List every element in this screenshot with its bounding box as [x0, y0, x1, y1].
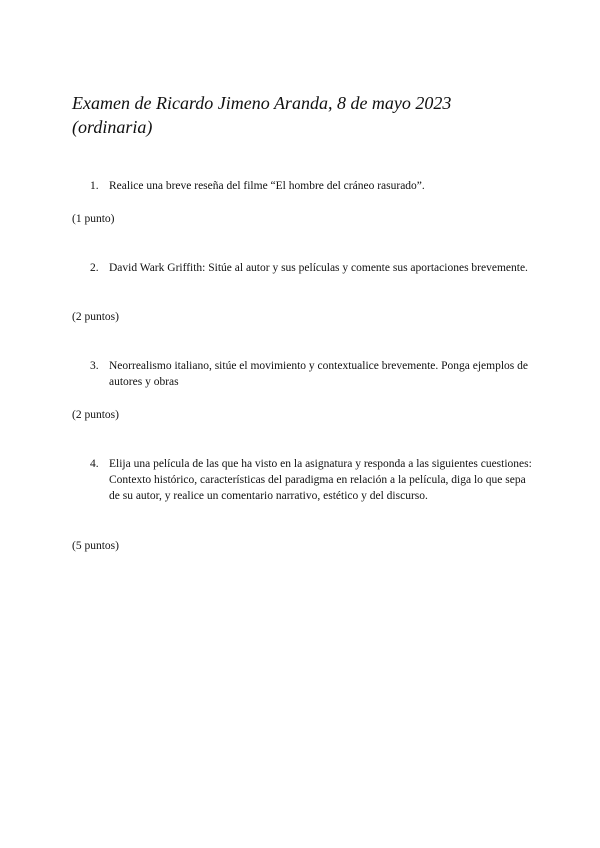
question-text: David Wark Griffith: Sitúe al autor y sus películas y comente sus aportaciones brevemente. — [109, 262, 528, 274]
question-number: 2. — [90, 262, 99, 274]
exam-title: Examen de Ricardo Jimeno Aranda, 8 de mayo 2023 (ordinaria) — [72, 93, 452, 137]
question-item — [72, 178, 532, 194]
question-points: (5 puntos) — [72, 540, 119, 552]
question-item — [72, 456, 532, 504]
question-text: Elija una película de las que ha visto en la asignatura y responda a las siguientes cuestiones: Contexto histórico, características del paradigma en relación a la película, diga lo que sepa de su autor, y realice un comentario narrativo, estético y del discurso. — [109, 458, 532, 502]
question-points: (2 puntos) — [72, 311, 119, 323]
question-number: 3. — [90, 360, 99, 372]
question-text: Realice una breve reseña del filme “El hombre del cráneo rasurado”. — [109, 180, 425, 192]
question-text: Neorrealismo italiano, sitúe el movimiento y contextualice brevemente. Ponga ejemplos de autores y obras — [109, 360, 528, 388]
question-number: 4. — [90, 458, 99, 470]
question-item — [72, 358, 532, 390]
question-item — [72, 260, 532, 276]
question-points: (1 punto) — [72, 213, 115, 225]
question-points: (2 puntos) — [72, 409, 119, 421]
question-number: 1. — [90, 180, 99, 192]
